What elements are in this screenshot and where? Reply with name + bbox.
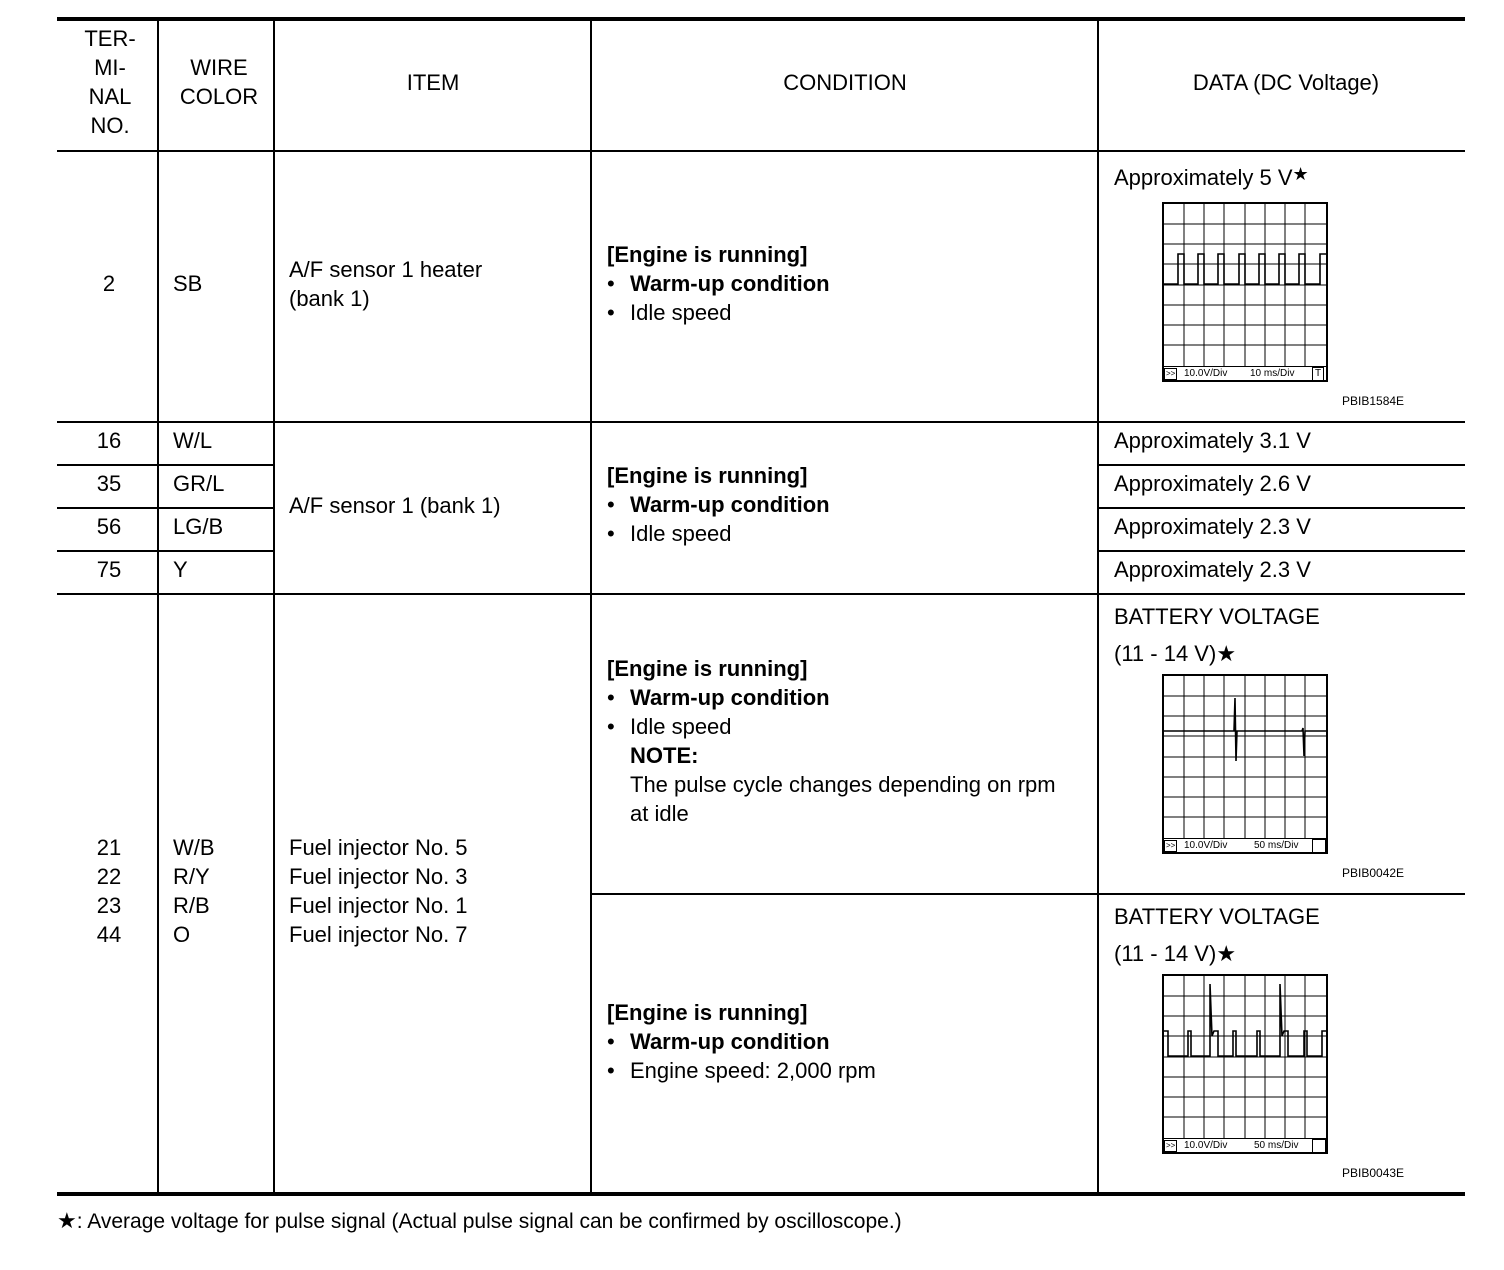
scope-time-div: 50 ms/Div <box>1254 1140 1299 1151</box>
row2a-divider-right <box>1098 464 1465 466</box>
scope-trigger-icon: T <box>1312 367 1324 381</box>
row2-data-3: Approximately 2.3 V <box>1114 514 1311 539</box>
star-icon: ★ <box>1216 941 1237 966</box>
figure-code-1: PBIB1584E <box>1342 394 1405 408</box>
row2-terminal-2: 35 <box>96 471 122 496</box>
oscilloscope-waveform-1 <box>1162 202 1328 382</box>
row2b-divider-left <box>57 507 274 509</box>
row2b-divider-right <box>1098 507 1465 509</box>
table-bottom-border <box>57 1192 1465 1196</box>
row3-terminals: 21 22 23 44 <box>96 835 122 947</box>
row2-bottom-border <box>57 593 1465 595</box>
row2-wire-4: Y <box>173 557 188 582</box>
oscilloscope-waveform-2 <box>1162 674 1328 854</box>
scope-time-div: 50 ms/Div <box>1254 840 1299 851</box>
scope-time-div: 10 ms/Div <box>1250 368 1295 379</box>
row3-sub2-condition: [Engine is running] • Warm-up condition • Engine speed: 2,000 rpm <box>607 1000 876 1083</box>
figure-code-3: PBIB0043E <box>1342 1166 1405 1180</box>
row2-terminal-4: 75 <box>96 557 122 582</box>
col-divider-2 <box>273 19 275 1194</box>
scope-volt-div: 10.0V/Div <box>1184 368 1228 379</box>
row1-item: A/F sensor 1 heater (bank 1) <box>289 257 483 311</box>
star-icon: ★ <box>1216 641 1237 666</box>
row3-sub1-condition: [Engine is running] • Warm-up condition • Idle speed NOTE: The pulse cycle changes depending on rpm at idle <box>607 656 1056 826</box>
row2c-divider-left <box>57 550 274 552</box>
row2-wire-3: LG/B <box>173 514 224 539</box>
row2-condition: [Engine is running] • Warm-up condition • Idle speed <box>607 463 830 546</box>
scope-volt-div: 10.0V/Div <box>1184 1140 1228 1151</box>
col-divider-3 <box>590 19 592 1194</box>
scope-arrow-icon: >> <box>1166 841 1176 850</box>
header-item: ITEM <box>406 70 460 95</box>
star-icon: ★ <box>57 1208 77 1233</box>
row2-terminal-1: 16 <box>96 428 122 453</box>
row3-items: Fuel injector No. 5 Fuel injector No. 3 Fuel injector No. 1 Fuel injector No. 7 <box>289 835 468 947</box>
header-wire-color: WIRE COLOR <box>179 55 259 109</box>
scope-blank-box <box>1312 1139 1326 1153</box>
star-icon: ★ <box>1292 164 1309 184</box>
header-data: DATA (DC Voltage) <box>1192 70 1380 95</box>
row1-terminal: 2 <box>102 271 116 296</box>
row2a-divider-left <box>57 464 274 466</box>
scope-volt-div: 10.0V/Div <box>1184 840 1228 851</box>
row2-data-1: Approximately 3.1 V <box>1114 428 1311 453</box>
col-divider-4 <box>1097 19 1099 1194</box>
table-top-border <box>57 17 1465 21</box>
row1-bottom-border <box>57 421 1465 423</box>
row2-terminal-3: 56 <box>96 514 122 539</box>
row1-data-value: Approximately 5 V★ <box>1114 164 1309 190</box>
row2-wire-2: GR/L <box>173 471 225 496</box>
row3-sub-divider <box>590 893 1465 895</box>
row2-data-2: Approximately 2.6 V <box>1114 471 1311 496</box>
scope-blank-box <box>1312 839 1326 853</box>
row3-wires: W/B R/Y R/B O <box>173 835 215 947</box>
row2-item: A/F sensor 1 (bank 1) <box>289 493 501 518</box>
scope-arrow-icon: >> <box>1166 369 1176 378</box>
figure-code-2: PBIB0042E <box>1342 866 1405 880</box>
scope-arrow-icon: >> <box>1166 1141 1176 1150</box>
row1-wire: SB <box>173 271 203 296</box>
footnote: ★: Average voltage for pulse signal (Actual pulse signal can be confirmed by oscilloscope.) <box>57 1208 902 1233</box>
row1-condition: [Engine is running] • Warm-up condition • Idle speed <box>607 242 830 325</box>
row2-wire-1: W/L <box>173 428 213 453</box>
header-condition: CONDITION <box>783 70 907 95</box>
row2-data-4: Approximately 2.3 V <box>1114 557 1311 582</box>
oscilloscope-waveform-3 <box>1162 974 1328 1154</box>
row3-sub2-data: BATTERY VOLTAGE (11 - 14 V)★ <box>1114 904 1320 966</box>
row2c-divider-right <box>1098 550 1465 552</box>
header-terminal-no: TER- MI- NAL NO. <box>84 26 136 138</box>
col-divider-1 <box>157 19 159 1194</box>
header-bottom-border <box>57 150 1465 152</box>
row3-sub1-data: BATTERY VOLTAGE (11 - 14 V)★ <box>1114 604 1320 666</box>
